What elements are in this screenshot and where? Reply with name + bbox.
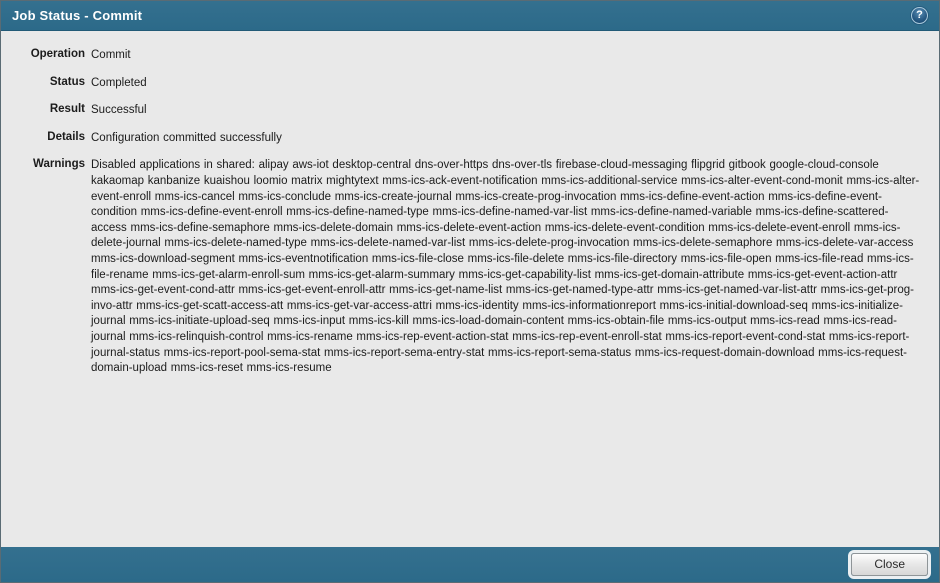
result-label: Result: [49, 103, 85, 116]
help-icon[interactable]: ?: [911, 7, 928, 24]
operation-label: Operation: [30, 48, 85, 60]
status-value: Completed: [91, 76, 147, 89]
field-row-details: [11, 131, 921, 147]
warnings-value: Disabled applications in shared: alipay aws-iot desktop-central dns-over-https dns-over-tls firebase-cloud-messaging flipgrid gitbook google-cloud-console kakaomap kanbanize kuaishou loomio matrix mightytext mms-ics-ack-event-notification mms-ics-additional-service mms-ics-alter-event-cond-monit mms-ics-alter-event-enroll mms-ics-cancel mms-ics-conclude mms-ics-create-journal mms-ics-create-prog-invocation mms-ics-define-event-action mms-ics-define-event-condition mms-ics-define-event-enroll mms-ics-define-named-type mms-ics-define-named-var-list mms-ics-define-named-variable mms-ics-define-scattered-access mms-ics-define-semaphore mms-ics-delete-domain mms-ics-delete-event-action mms-ics-delete-event-condition mms-ics-delete-event-enroll mms-ics-delete-journal mms-ics-delete-named-type mms-ics-delete-named-var-list mms-ics-delete-prog-invocation mms-ics-delete-semaphore mms-ics-delete-var-access mms-ics-download-segment mms-ics-eventnotification mms-ics-file-close mms-ics-file-delete mms-ics-file-directory mms-ics-file-open mms-ics-file-read mms-ics-file-rename mms-ics-get-alarm-enroll-sum mms-ics-get-alarm-summary mms-ics-get-capability-list mms-ics-get-domain-attribute mms-ics-get-event-action-attr mms-ics-get-event-cond-attr mms-ics-get-event-enroll-attr mms-ics-get-name-list mms-ics-get-named-type-attr mms-ics-get-named-var-list-attr mms-ics-get-prog-invo-attr mms-ics-get-scatt-access-att mms-ics-get-var-access-attri mms-ics-identity mms-ics-informationreport mms-ics-initial-download-seq mms-ics-initialize-journal mms-ics-initiate-upload-seq mms-ics-input mms-ics-kill mms-ics-load-domain-content mms-ics-obtain-file mms-ics-output mms-ics-read mms-ics-read-journal mms-ics-relinquish-control mms-ics-rename mms-ics-rep-event-action-stat mms-ics-rep-event-enroll-stat mms-ics-report-event-cond-stat mms-ics-report-journal-status mms-ics-report-pool-sema-stat mms-ics-report-sema-entry-stat mms-ics-report-sema-status mms-ics-request-domain-download mms-ics-request-domain-upload mms-ics-reset mms-ics-resume: [91, 159, 920, 375]
dialog-titlebar: [1, 1, 939, 31]
details-value: Configuration committed successfully: [91, 131, 282, 144]
field-row-operation: [11, 48, 921, 64]
operation-value: Commit: [91, 49, 131, 61]
field-row-warnings: [11, 158, 921, 376]
warnings-label: Warnings: [33, 158, 85, 171]
field-row-status: [11, 76, 921, 92]
details-label: Details: [47, 130, 85, 143]
dialog-title: Job Status - Commit: [12, 8, 143, 23]
status-label: Status: [49, 75, 85, 88]
close-button[interactable]: Close: [851, 553, 928, 576]
dialog-footer: [1, 547, 939, 582]
result-value: Successful: [91, 104, 147, 117]
field-row-result: [11, 103, 921, 119]
dialog-body: [1, 31, 939, 547]
